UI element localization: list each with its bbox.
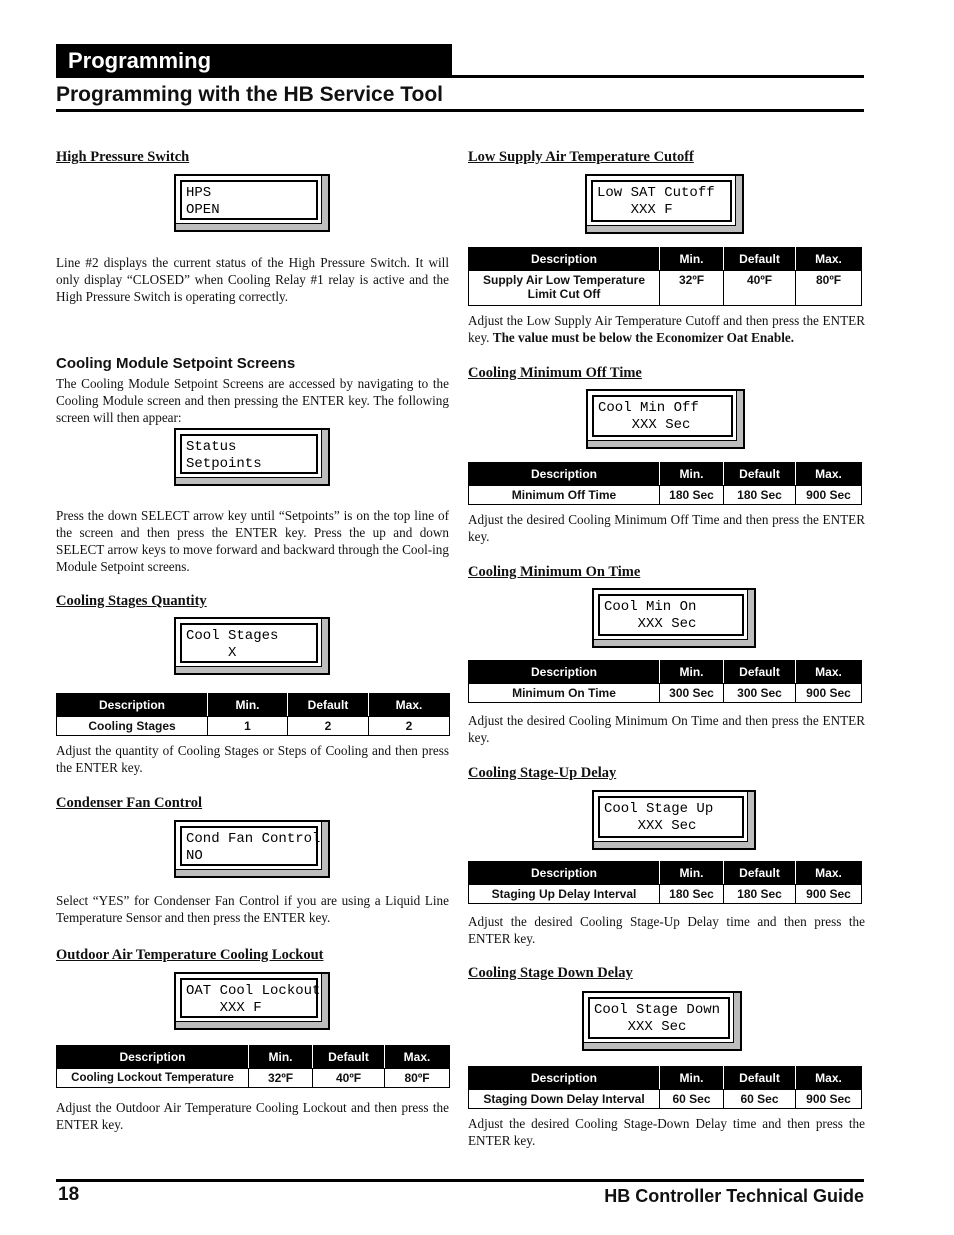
lcd-line-2: Setpoints bbox=[186, 456, 262, 472]
heading-stage-up-delay: Cooling Stage-Up Delay bbox=[468, 765, 617, 781]
table-row: Staging Down Delay Interval 60 Sec 60 Sec 900 Sec bbox=[469, 1090, 862, 1109]
table-stage-down bbox=[468, 1066, 862, 1109]
table-min-off bbox=[468, 462, 862, 505]
lcd-screen-low-sat bbox=[585, 174, 744, 234]
col-header-description: Description bbox=[57, 694, 208, 717]
footer-rule bbox=[56, 1179, 864, 1182]
lcd-line-2: XXX Sec bbox=[604, 616, 697, 632]
col-header-max: Max. bbox=[796, 463, 862, 486]
lcd-line-1: Cool Stage Down bbox=[594, 1002, 721, 1018]
cond-fan-description: Select “YES” for Condenser Fan Control if you are using a Liquid Line Temperature Sensor and then press the ENTER key. bbox=[56, 893, 449, 925]
stage-up-description: Adjust the desired Cooling Stage-Up Delay time and then press the ENTER key. bbox=[468, 914, 865, 946]
table-row: Cooling Stages 1 2 2 bbox=[57, 717, 450, 736]
lcd-screen-hps bbox=[174, 174, 330, 232]
page-title: Programming with the HB Service Tool bbox=[56, 83, 444, 106]
col-header-description: Description bbox=[469, 463, 660, 486]
lcd-screen-min-off bbox=[586, 389, 745, 449]
lcd-line-1: Cool Stages bbox=[186, 628, 279, 644]
table-row: Supply Air Low Temperature Limit Cut Off 32ºF 40ºF 80ºF bbox=[469, 271, 862, 306]
lcd-line-1: Cond Fan Control bbox=[186, 831, 321, 847]
col-header-description: Description bbox=[469, 862, 660, 885]
col-header-max: Max. bbox=[369, 694, 450, 717]
min-on-description: Adjust the desired Cooling Minimum On Time and then press the ENTER key. bbox=[468, 713, 865, 745]
col-header-default: Default bbox=[724, 1067, 796, 1090]
heading-setpoint-screens: Cooling Module Setpoint Screens bbox=[56, 355, 296, 372]
col-header-min: Min. bbox=[660, 463, 724, 486]
col-header-description: Description bbox=[469, 1067, 660, 1090]
heading-oat-lockout: Outdoor Air Temperature Cooling Lockout bbox=[56, 947, 324, 963]
col-header-max: Max. bbox=[796, 1067, 862, 1090]
lcd-line-2: X bbox=[186, 645, 237, 661]
col-header-default: Default bbox=[724, 862, 796, 885]
lcd-screen-oat-lockout bbox=[174, 972, 330, 1030]
lcd-screen-min-on bbox=[592, 588, 756, 648]
col-header-max: Max. bbox=[796, 248, 862, 271]
table-min-on bbox=[468, 660, 862, 703]
lcd-line-2: XXX Sec bbox=[594, 1019, 687, 1035]
lcd-line-2: XXX F bbox=[597, 202, 673, 218]
col-header-default: Default bbox=[724, 463, 796, 486]
header-rule bbox=[56, 109, 864, 112]
heading-low-sat-cutoff: Low Supply Air Temperature Cutoff bbox=[468, 149, 694, 165]
col-header-default: Default bbox=[724, 661, 796, 684]
stages-description: Adjust the quantity of Cooling Stages or Steps of Cooling and then press the ENTER key. bbox=[56, 743, 449, 775]
table-row: Cooling Lockout Temperature 32ºF 40ºF 80ºF bbox=[57, 1069, 450, 1088]
lcd-line-1: Status bbox=[186, 439, 237, 455]
setpoint-screens-instructions: Press the down SELECT arrow key until “Setpoints” is on the top line of the screen and then press the ENTER key. Press the up and down SELECT arrow keys to move forward and backward through the Cool-ing Module Setpoint screens. bbox=[56, 508, 449, 574]
lcd-line-2: NO bbox=[186, 848, 203, 864]
heading-min-off-time: Cooling Minimum Off Time bbox=[468, 365, 642, 381]
col-header-description: Description bbox=[469, 661, 660, 684]
footer-title: HB Controller Technical Guide bbox=[604, 1186, 864, 1206]
oat-lockout-description: Adjust the Outdoor Air Temperature Cooling Lockout and then press the ENTER key. bbox=[56, 1100, 449, 1132]
heading-condenser-fan: Condenser Fan Control bbox=[56, 795, 203, 811]
page-number: 18 bbox=[58, 1184, 80, 1205]
col-header-default: Default bbox=[313, 1046, 385, 1069]
lcd-screen-cool-stages bbox=[174, 617, 330, 675]
col-header-min: Min. bbox=[208, 694, 288, 717]
lcd-line-1: Cool Min Off bbox=[598, 400, 699, 416]
col-header-description: Description bbox=[57, 1046, 249, 1069]
lcd-line-2: XXX Sec bbox=[604, 818, 697, 834]
col-header-min: Min. bbox=[249, 1046, 313, 1069]
col-header-description: Description bbox=[469, 248, 660, 271]
lcd-screen-cond-fan bbox=[174, 820, 330, 878]
table-oat-lockout bbox=[56, 1045, 450, 1088]
lcd-line-2: OPEN bbox=[186, 202, 220, 218]
setpoint-screens-intro: The Cooling Module Setpoint Screens are accessed by navigating to the Cooling Module screen and then pressing the ENTER key. The following screen will then appear: bbox=[56, 376, 449, 425]
lcd-line-1: Low SAT Cutoff bbox=[597, 185, 715, 201]
table-row: Minimum On Time 300 Sec 300 Sec 900 Sec bbox=[469, 684, 862, 703]
hps-description: Line #2 displays the current status of the High Pressure Switch. It will only display “CLOSED” when Cooling Relay #1 relay is active and the High Pressure Switch is operating correctly. bbox=[56, 255, 449, 304]
stage-down-description: Adjust the desired Cooling Stage-Down Delay time and then press the ENTER key. bbox=[468, 1116, 865, 1148]
lcd-line-1: Cool Min On bbox=[604, 599, 697, 615]
table-stage-up bbox=[468, 861, 862, 904]
col-header-min: Min. bbox=[660, 1067, 724, 1090]
heading-high-pressure-switch: High Pressure Switch bbox=[56, 149, 190, 165]
low-sat-description: Adjust the Low Supply Air Temperature Cutoff and then press the ENTER key. The value must be below the Economizer Oat Enable. bbox=[468, 313, 865, 345]
heading-stage-down-delay: Cooling Stage Down Delay bbox=[468, 965, 633, 981]
lcd-screen-stage-up bbox=[592, 790, 756, 850]
header-rule bbox=[452, 75, 864, 78]
table-row: Minimum Off Time 180 Sec 180 Sec 900 Sec bbox=[469, 486, 862, 505]
col-header-min: Min. bbox=[660, 862, 724, 885]
col-header-max: Max. bbox=[796, 862, 862, 885]
lcd-screen-stage-down bbox=[582, 991, 742, 1051]
col-header-max: Max. bbox=[385, 1046, 450, 1069]
heading-cooling-stages: Cooling Stages Quantity bbox=[56, 593, 207, 609]
min-off-description: Adjust the desired Cooling Minimum Off Time and then press the ENTER key. bbox=[468, 512, 865, 544]
lcd-screen-status bbox=[174, 428, 330, 486]
lcd-line-1: HPS bbox=[186, 185, 212, 201]
lcd-line-2: XXX F bbox=[186, 1000, 262, 1016]
section-title: Programming bbox=[56, 44, 452, 78]
lcd-line-2: XXX Sec bbox=[598, 417, 691, 433]
col-header-default: Default bbox=[724, 248, 796, 271]
table-row: Staging Up Delay Interval 180 Sec 180 Sec 900 Sec bbox=[469, 885, 862, 904]
heading-min-on-time: Cooling Minimum On Time bbox=[468, 564, 641, 580]
col-header-min: Min. bbox=[660, 661, 724, 684]
col-header-min: Min. bbox=[660, 248, 724, 271]
table-low-sat bbox=[468, 247, 862, 306]
lcd-line-1: OAT Cool Lockout bbox=[186, 983, 321, 999]
table-cooling-stages bbox=[56, 693, 450, 736]
col-header-default: Default bbox=[288, 694, 369, 717]
col-header-max: Max. bbox=[796, 661, 862, 684]
lcd-line-1: Cool Stage Up bbox=[604, 801, 714, 817]
